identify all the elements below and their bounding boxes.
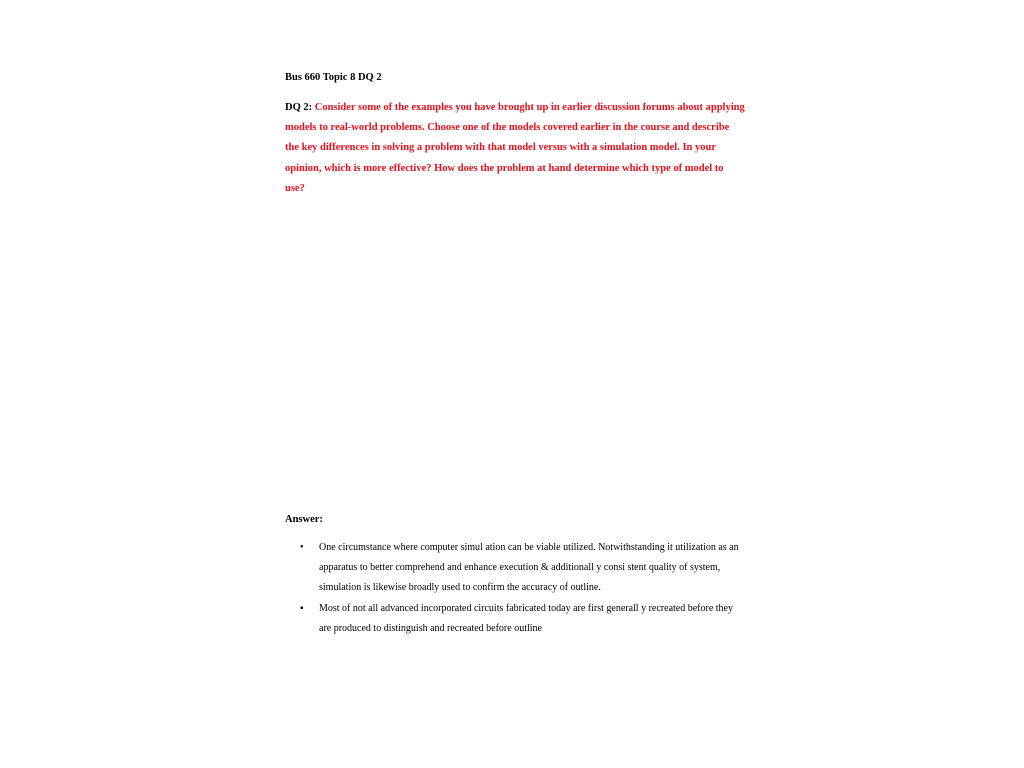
document-title: Bus 660 Topic 8 DQ 2: [285, 72, 382, 83]
discussion-question: [285, 98, 745, 199]
list-item: [285, 599, 740, 639]
answer-item-text: Most of not all advanced incorporated circuits fabricated today are first generall y recreated before they are produced to distinguish and recreated before outline: [319, 602, 733, 634]
bullet-icon: •: [300, 542, 304, 553]
answer-list: [285, 538, 740, 639]
question-text: Consider some of the examples you have brought up in earlier discussion forums about applying models to real-world problems. Choose one of the models covered earlier in the course and describe the key differences in solving a problem with that model versus with a simulation model. In your opinion, which is more effective? How does the problem at hand determine which type of model to use?: [285, 102, 745, 194]
square-bullet-icon: ▪: [300, 602, 304, 614]
list-item: [285, 538, 740, 599]
document-page: [285, 0, 745, 768]
answer-label: Answer:: [285, 514, 323, 525]
answer-item-text: One circumstance where computer simul ation can be viable utilized. Notwithstanding it utilization as an apparatus to better comprehend and enhance execution & additionall y consi stent quality of system, simulation is likewise broadly used to confirm the accuracy of outline.: [319, 542, 739, 594]
question-label: DQ 2:: [285, 102, 313, 113]
